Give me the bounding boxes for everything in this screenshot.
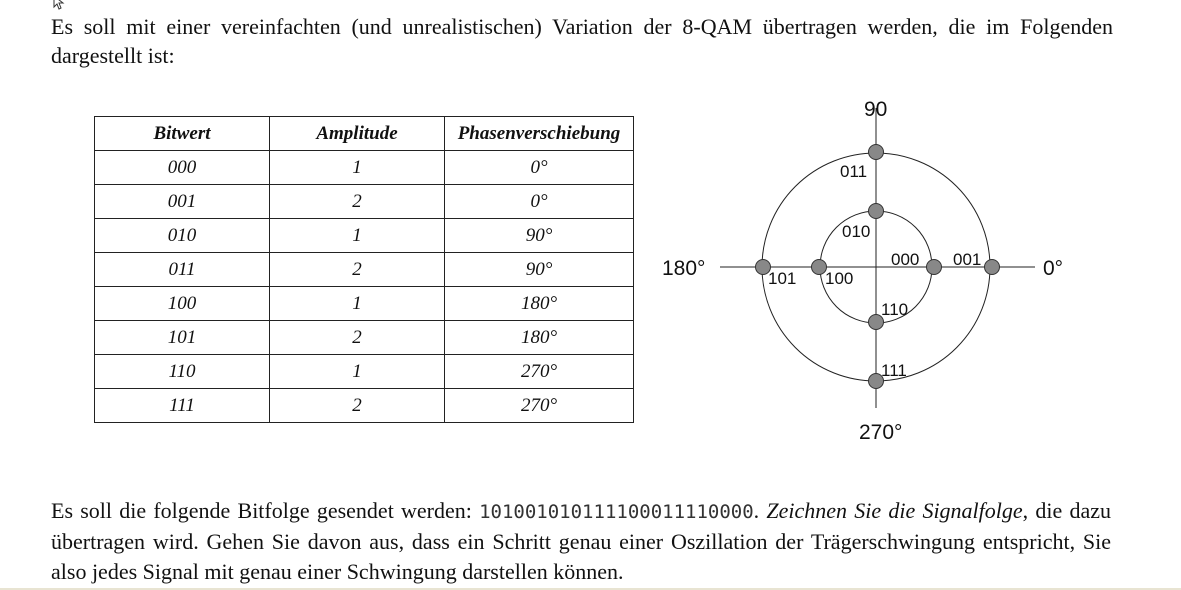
label-111: 111 bbox=[881, 361, 907, 380]
task-period: . bbox=[753, 498, 767, 523]
constellation-diagram bbox=[640, 100, 1080, 450]
table-row bbox=[95, 321, 634, 355]
task-text-start: Es soll die folgende Bitfolge gesendet werden: bbox=[51, 498, 480, 523]
label-011: 011 bbox=[840, 162, 868, 181]
point-001 bbox=[985, 260, 1000, 275]
table-header-row bbox=[95, 117, 634, 151]
header-bitwert: Bitwert bbox=[95, 117, 270, 151]
task-instruction: Zeichnen Sie die Signalfolge bbox=[766, 498, 1023, 523]
table-row bbox=[95, 287, 634, 321]
table-row bbox=[95, 151, 634, 185]
label-100: 100 bbox=[825, 269, 854, 288]
header-phasenverschiebung: Phasenverschiebung bbox=[445, 117, 634, 151]
angle-label-90: 90 bbox=[864, 100, 888, 121]
label-101: 101 bbox=[768, 269, 797, 288]
cell-phase: 180° bbox=[445, 287, 634, 321]
cell-phase: 90° bbox=[445, 219, 634, 253]
table-row bbox=[95, 253, 634, 287]
cell-bitwert: 101 bbox=[95, 321, 270, 355]
table-row bbox=[95, 185, 634, 219]
cell-bitwert: 011 bbox=[95, 253, 270, 287]
table-row bbox=[95, 219, 634, 253]
task-paragraph bbox=[51, 496, 1111, 587]
cell-bitwert: 100 bbox=[95, 287, 270, 321]
intro-paragraph: Es soll mit einer vereinfachten (und unrealistischen) Variation der 8-QAM übertragen werden, die im Folgenden dargestellt ist: bbox=[51, 14, 1113, 68]
cell-phase: 0° bbox=[445, 151, 634, 185]
cell-amplitude: 1 bbox=[270, 287, 445, 321]
table-row bbox=[95, 389, 634, 423]
point-000 bbox=[927, 260, 942, 275]
label-110: 110 bbox=[881, 300, 909, 319]
bit-sequence: 101001010111100011110000 bbox=[479, 501, 754, 523]
cell-bitwert: 110 bbox=[95, 355, 270, 389]
cell-phase: 270° bbox=[445, 389, 634, 423]
label-010: 010 bbox=[842, 222, 871, 241]
cell-bitwert: 001 bbox=[95, 185, 270, 219]
cell-phase: 180° bbox=[445, 321, 634, 355]
header-amplitude: Amplitude bbox=[270, 117, 445, 151]
cell-amplitude: 2 bbox=[270, 253, 445, 287]
label-000: 000 bbox=[891, 250, 920, 269]
cell-phase: 0° bbox=[445, 185, 634, 219]
mouse-cursor-icon bbox=[52, 0, 66, 10]
cell-phase: 90° bbox=[445, 253, 634, 287]
cell-phase: 270° bbox=[445, 355, 634, 389]
cell-amplitude: 2 bbox=[270, 185, 445, 219]
cell-amplitude: 2 bbox=[270, 321, 445, 355]
angle-label-0: 0° bbox=[1043, 257, 1064, 280]
cell-bitwert: 111 bbox=[95, 389, 270, 423]
cell-amplitude: 2 bbox=[270, 389, 445, 423]
qam-mapping-table bbox=[94, 116, 634, 423]
table-row bbox=[95, 355, 634, 389]
task-text-end: , die dazu übertragen wird. Gehen Sie davon aus, dass ein Schritt genau einer Oszillation der Trägerschwingung entspricht, Sie also jedes Signal mit genau einer Schwingung darstellen können. bbox=[51, 498, 1112, 584]
angle-label-270: 270° bbox=[859, 421, 903, 444]
point-011 bbox=[869, 145, 884, 160]
label-001: 001 bbox=[953, 250, 982, 269]
angle-label-180: 180° bbox=[662, 257, 706, 280]
point-010 bbox=[869, 204, 884, 219]
cell-bitwert: 000 bbox=[95, 151, 270, 185]
cell-bitwert: 010 bbox=[95, 219, 270, 253]
cell-amplitude: 1 bbox=[270, 355, 445, 389]
cell-amplitude: 1 bbox=[270, 151, 445, 185]
cell-amplitude: 1 bbox=[270, 219, 445, 253]
